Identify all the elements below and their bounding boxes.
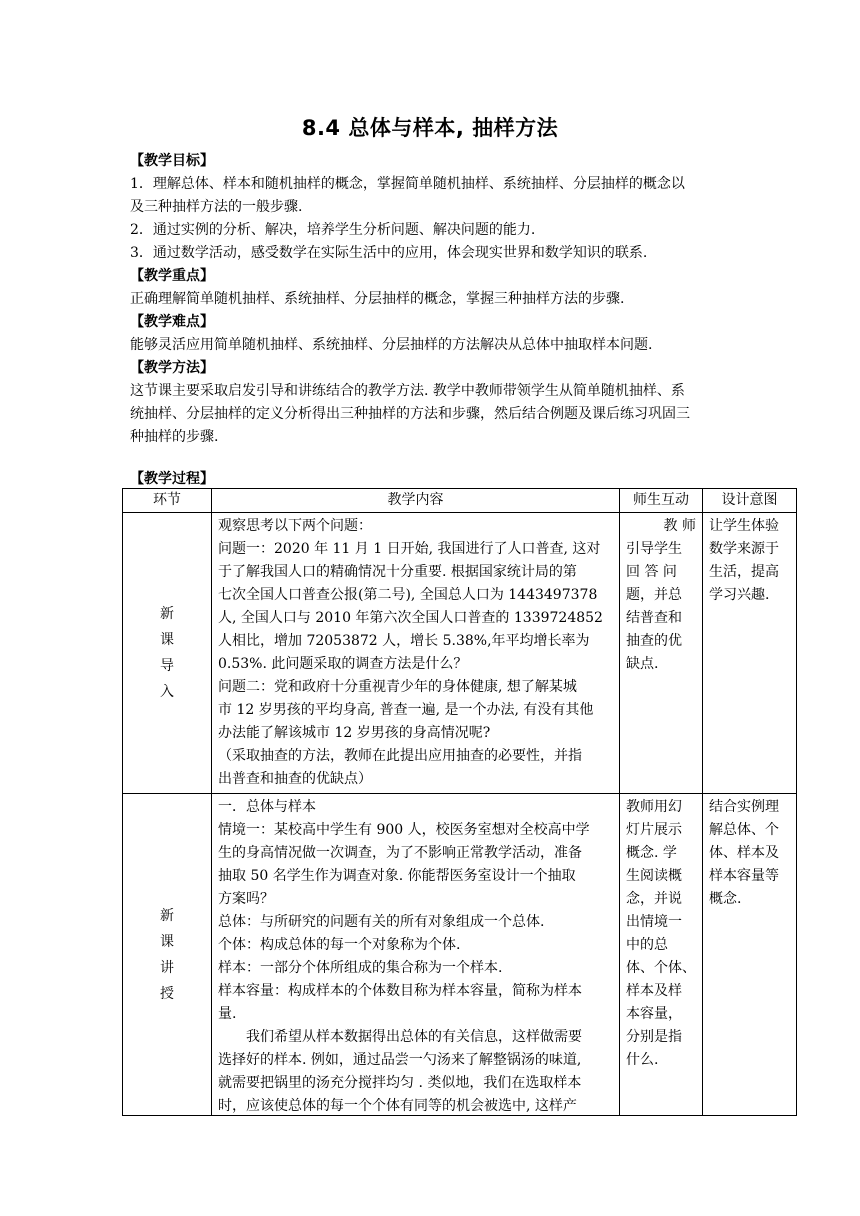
- lesson-process-table: [122, 488, 797, 1116]
- intent-cell: 结合实例理 解总体、个 体、样本及 样本容量等 概念.: [703, 794, 797, 1116]
- methods-line: 种抽样的步骤.: [130, 429, 219, 445]
- header-content: 教学内容: [212, 489, 620, 513]
- methods-line: 这节课主要采取启发引导和讲练结合的教学方法. 教学中教师带领学生从简单随机抽样、系: [130, 383, 685, 399]
- stage-cell-teaching: 新 课 讲 授: [123, 794, 212, 1116]
- process-heading: 【教学过程】: [130, 471, 214, 487]
- goals-line: 2．通过实例的分析、解决，培养学生分析问题、解决问题的能力.: [130, 222, 536, 238]
- table-row: [123, 794, 797, 1116]
- content-cell: 观察思考以下两个问题： 问题一：2020 年 11 月 1 日开始, 我国进行了人口普查, 这对 于了解我国人口的精确情况十分重要. 根据国家统计局的第 七次全国人口普查公报(第二号), 全国总人口为 1443497378 人, 全国人口与 2010 年第六次全国人口普查的 1339724852 人相比，增加 72053872 人，增长 5.38%,年平均增长率为 0.53%. 此问题采取的调查方法是什么？ 问题二：党和政府十分重视青少年的身体健康, 想了解某城 市 12 岁男孩的平均身高, 普查一遍, 是一个办法, 有没有其他 办法能了解该城市 12 岁男孩的身高情况呢? （采取抽查的方法，教师在此提出应用抽查的必要性，并指 出普查和抽查的优缺点）: [212, 513, 620, 794]
- table-header-row: [123, 489, 797, 513]
- header-stage: 环节: [123, 489, 212, 513]
- methods-line: 统抽样、分层抽样的定义分析得出三种抽样的方法和步骤，然后结合例题及课后练习巩固三: [130, 406, 690, 422]
- intent-cell: 让学生体验 数学来源于 生活，提高 学习兴趣.: [703, 513, 797, 794]
- goals-line: 1．理解总体、样本和随机抽样的概念，掌握简单随机抽样、系统抽样、分层抽样的概念以: [130, 176, 685, 192]
- header-intent: 设计意图: [703, 489, 797, 513]
- goals-line: 3．通过数学活动，感受数学在实际生活中的应用，体会现实世界和数学知识的联系.: [130, 245, 648, 261]
- content-cell: 一．总体与样本 情境一：某校高中学生有 900 人，校医务室想对全校高中学 生的身高情况做一次调查，为了不影响正常教学活动，准备 抽取 50 名学生作为调查对象. 你能帮医务室设计一个抽取 方案吗？ 总体：与所研究的问题有关的所有对象组成一个总体. 个体：构成总体的每一个对象称为个体. 样本：一部分个体所组成的集合称为一个样本. 样本容量：构成样本的个体数目称为样本容量，简称为样本 量. 我们希望从样本数据得出总体的有关信息，这样做需要 选择好的样本. 例如，通过品尝一勺汤来了解整锅汤的味道, 就需要把锅里的汤充分搅拌均匀 . 类似地，我们在选取样本 时，应该使总体的每一个个体有同等的机会被选中, 这样产: [212, 794, 620, 1116]
- page-title: 8.4 总体与样本, 抽样方法: [301, 116, 559, 140]
- interaction-cell: 教 师 引导学生 回 答 问 题，并总 结普查和 抽查的优 缺点.: [620, 513, 703, 794]
- stage-cell-intro: 新 课 导 入: [123, 513, 212, 794]
- interaction-cell: 教师用幻 灯片展示 概念. 学 生阅读概 念，并说 出情境一 中的总 体、个体、 样本及样 本容量， 分别是指 什么.: [620, 794, 703, 1116]
- difficulties-heading: 【教学难点】: [130, 314, 214, 330]
- methods-heading: 【教学方法】: [130, 360, 214, 376]
- key-points-text: 正确理解简单随机抽样、系统抽样、分层抽样的概念，掌握三种抽样方法的步骤.: [130, 291, 625, 307]
- goals-heading: 【教学目标】: [130, 153, 214, 169]
- key-points-heading: 【教学重点】: [130, 268, 214, 284]
- header-interaction: 师生互动: [620, 489, 703, 513]
- table-row: [123, 513, 797, 794]
- lesson-intro: [130, 150, 740, 491]
- goals-line: 及三种抽样方法的一般步骤.: [130, 199, 303, 215]
- difficulties-text: 能够灵活应用简单随机抽样、系统抽样、分层抽样的方法解决从总体中抽取样本问题.: [130, 337, 653, 353]
